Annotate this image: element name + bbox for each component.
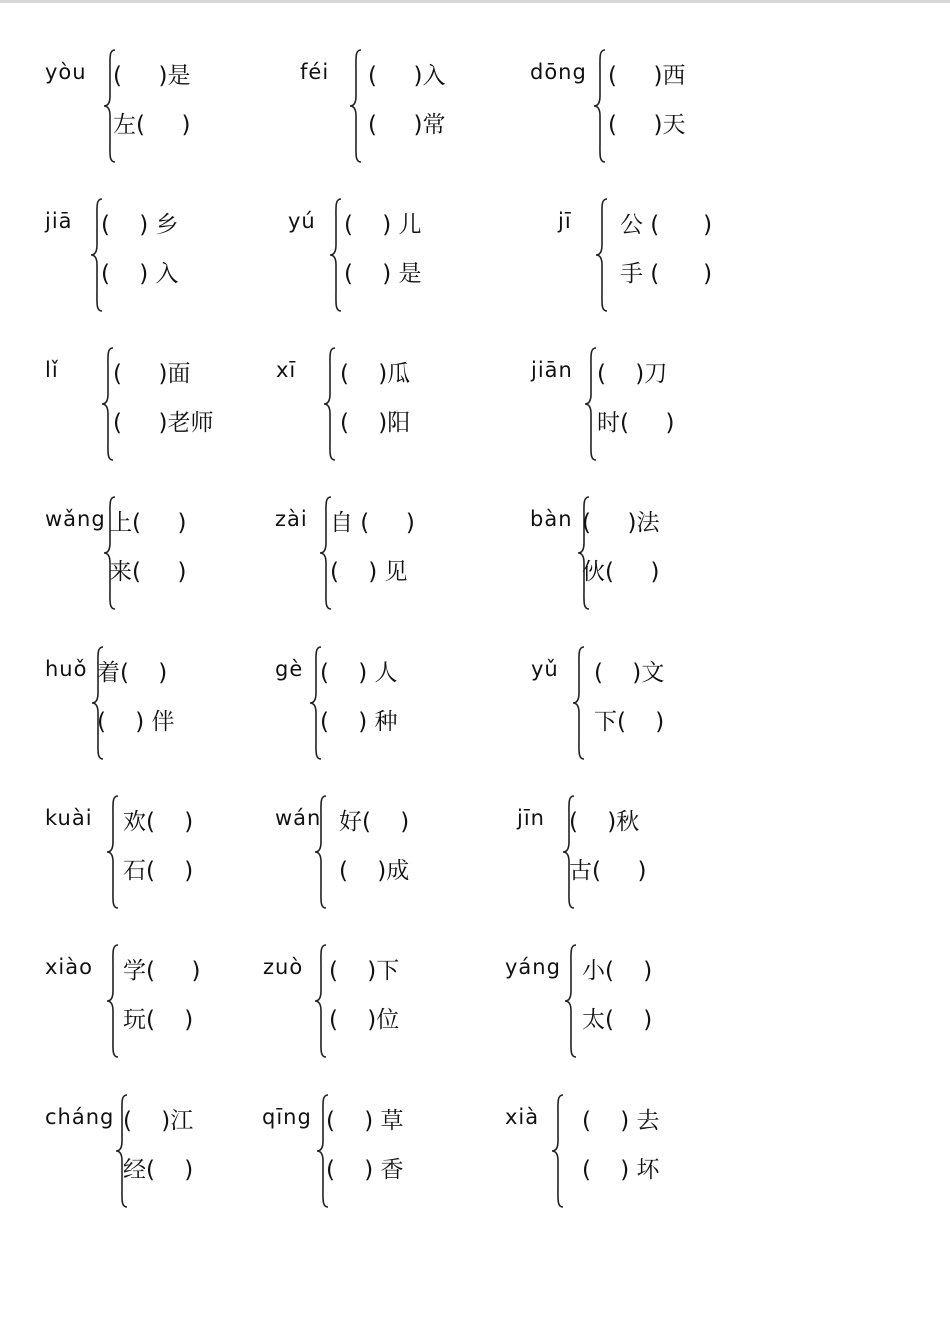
word-group: [558, 197, 798, 317]
curly-brace: [550, 1093, 566, 1209]
word-group: [531, 645, 771, 765]
curly-brace: [571, 645, 587, 761]
word-group: [45, 1093, 285, 1213]
word-line-top: 自 ( ): [330, 510, 415, 536]
word-line-top: ( )秋: [569, 809, 640, 835]
word-line-bottom: ( )成: [339, 858, 410, 884]
word-line-bottom: 手 ( ): [620, 261, 713, 287]
word-line-top: ( ) 人: [320, 660, 398, 686]
word-line-bottom: ( )阳: [340, 410, 411, 436]
word-line-top: ( ) 去: [582, 1108, 660, 1134]
word-line-bottom: ( ) 入: [101, 261, 179, 287]
pinyin-label: xī: [276, 358, 297, 382]
pinyin-label: yòu: [45, 60, 87, 84]
word-group: [45, 495, 285, 615]
word-line-top: ( )入: [368, 63, 446, 89]
word-group: [517, 794, 757, 914]
word-group: [45, 48, 285, 168]
word-group: [45, 346, 285, 466]
word-line-top: 好( ): [339, 809, 410, 835]
word-group: [262, 1093, 502, 1213]
word-line-top: 小( ): [582, 958, 653, 984]
word-line-bottom: ( )位: [329, 1007, 400, 1033]
pinyin-label: jiā: [45, 209, 73, 233]
word-line-bottom: ( )常: [368, 112, 446, 138]
curly-brace: [348, 48, 364, 164]
word-group: [276, 346, 516, 466]
word-group: [275, 645, 515, 765]
pinyin-label: huǒ: [45, 657, 88, 681]
word-group: [505, 943, 745, 1063]
word-line-top: ( ) 草: [326, 1108, 404, 1134]
word-line-bottom: 左( ): [113, 112, 191, 138]
word-line-top: 欢( ): [123, 809, 194, 835]
word-line-top: ( )江: [123, 1108, 194, 1134]
word-group: [45, 943, 285, 1063]
word-line-top: ( )瓜: [340, 361, 411, 387]
curly-brace: [594, 197, 610, 313]
word-line-bottom: ( ) 坏: [582, 1157, 660, 1183]
word-group: [300, 48, 540, 168]
word-group: [530, 48, 770, 168]
pinyin-label: xià: [505, 1105, 540, 1129]
word-group: [505, 1093, 745, 1213]
word-line-top: ( )刀: [597, 361, 668, 387]
word-line-bottom: 经( ): [123, 1157, 194, 1183]
top-border-line: [0, 0, 950, 3]
word-line-top: ( )面: [113, 361, 191, 387]
word-line-top: ( )下: [329, 958, 400, 984]
word-line-bottom: 伙( ): [582, 559, 660, 585]
pinyin-label: yú: [288, 209, 316, 233]
word-line-bottom: ( )天: [608, 112, 686, 138]
pinyin-label: qīng: [262, 1105, 312, 1129]
curly-brace: [563, 943, 579, 1059]
word-line-top: 上( ): [109, 510, 187, 536]
pinyin-label: zài: [275, 507, 308, 531]
curly-brace: [313, 943, 329, 1059]
word-line-bottom: 太( ): [582, 1007, 653, 1033]
pinyin-label: bàn: [530, 507, 573, 531]
word-line-bottom: ( ) 是: [344, 261, 422, 287]
pinyin-label: jiān: [531, 358, 573, 382]
word-line-bottom: 石( ): [123, 858, 194, 884]
pinyin-label: dōng: [530, 60, 587, 84]
word-line-bottom: ( ) 见: [330, 559, 408, 585]
word-line-bottom: ( )老师: [113, 410, 214, 436]
pinyin-label: wǎng: [45, 507, 106, 531]
curly-brace: [592, 48, 608, 164]
pinyin-label: zuò: [263, 955, 304, 979]
pinyin-label: yáng: [505, 955, 561, 979]
pinyin-label: wán: [275, 806, 322, 830]
word-line-bottom: 古( ): [569, 858, 647, 884]
pinyin-label: gè: [275, 657, 304, 681]
word-line-top: ( )是: [113, 63, 191, 89]
word-group: [275, 495, 515, 615]
word-group: [263, 943, 503, 1063]
word-line-top: ( ) 乡: [101, 212, 179, 238]
pinyin-label: jī: [558, 209, 572, 233]
word-line-bottom: 来( ): [109, 559, 187, 585]
curly-brace: [328, 197, 344, 313]
pinyin-label: cháng: [45, 1105, 115, 1129]
word-line-top: ( )西: [608, 63, 686, 89]
word-line-top: 公 ( ): [620, 212, 713, 238]
word-line-top: 学( ): [123, 958, 201, 984]
word-line-top: ( )文: [594, 660, 665, 686]
pinyin-label: jīn: [517, 806, 545, 830]
curly-brace: [322, 346, 338, 462]
pinyin-label: yǔ: [531, 657, 559, 681]
word-line-bottom: 时( ): [597, 410, 675, 436]
word-line-bottom: 下( ): [594, 709, 665, 735]
word-group: [275, 794, 515, 914]
curly-brace: [105, 943, 121, 1059]
word-group: [530, 495, 770, 615]
curly-brace: [105, 794, 121, 910]
curly-brace: [313, 794, 329, 910]
word-group: [45, 645, 285, 765]
word-line-bottom: ( ) 香: [326, 1157, 404, 1183]
pinyin-label: xiào: [45, 955, 93, 979]
word-line-bottom: ( ) 伴: [97, 709, 175, 735]
word-line-top: 着( ): [97, 660, 168, 686]
word-group: [531, 346, 771, 466]
word-line-top: ( )法: [582, 510, 660, 536]
word-group: [288, 197, 528, 317]
word-line-bottom: ( ) 种: [320, 709, 398, 735]
pinyin-label: féi: [300, 60, 330, 84]
word-line-bottom: 玩( ): [123, 1007, 194, 1033]
word-line-top: ( ) 儿: [344, 212, 422, 238]
pinyin-label: kuài: [45, 806, 93, 830]
word-group: [45, 794, 285, 914]
word-group: [45, 197, 285, 317]
pinyin-label: lǐ: [45, 358, 59, 382]
